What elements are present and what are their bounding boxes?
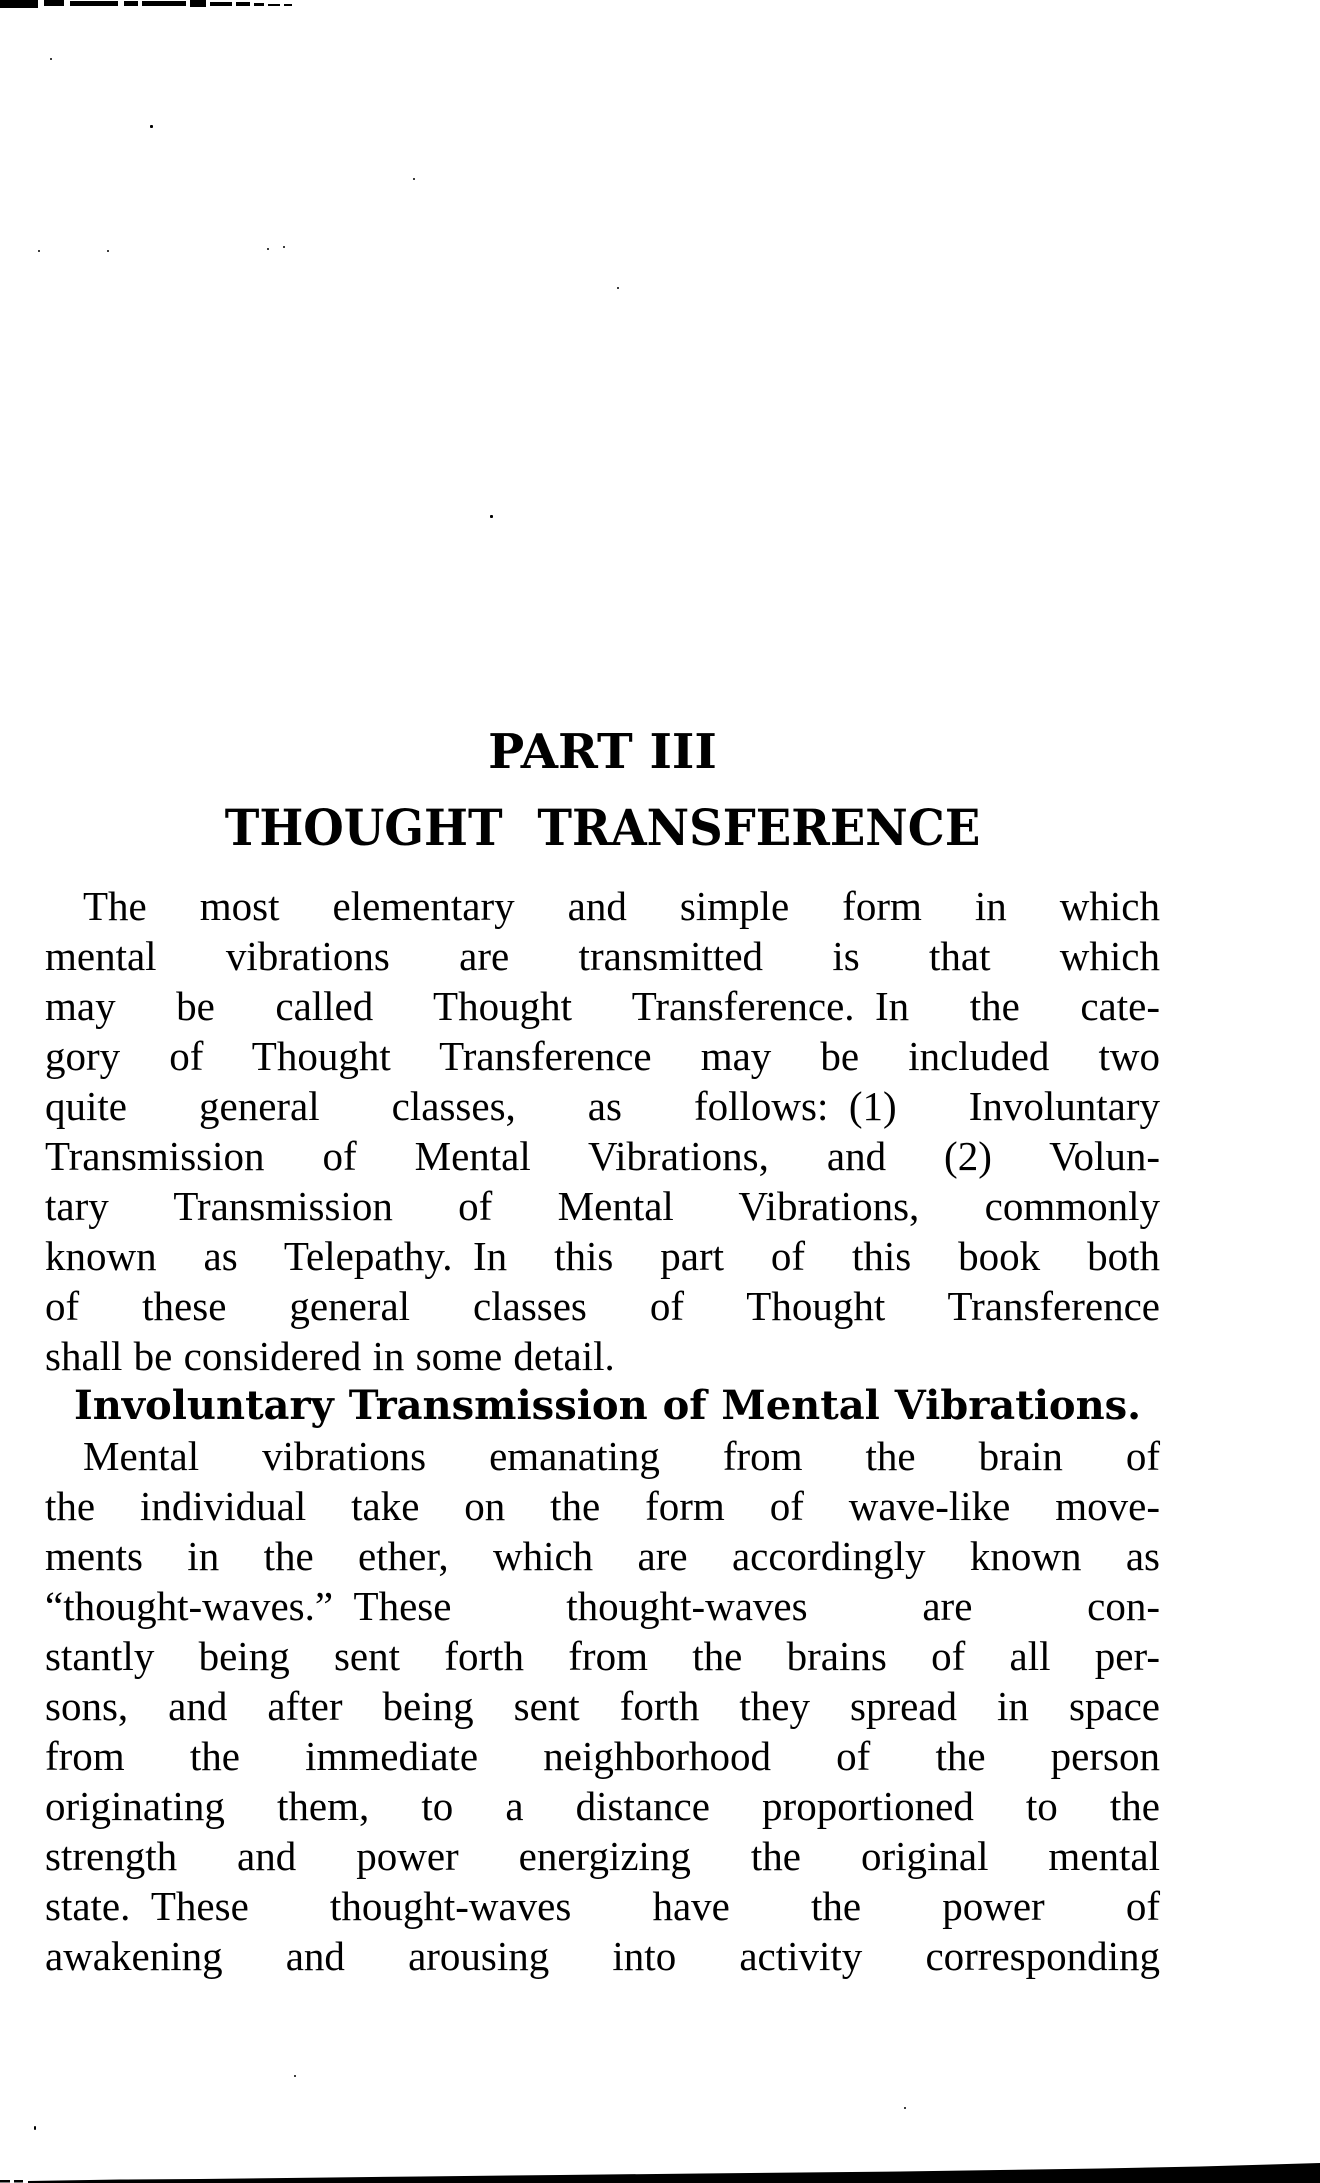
- text-line: Transmission of Mental Vibrations, and (2) Volun-: [45, 1133, 1160, 1179]
- text-line: Mental vibrations emanating from the brain of: [83, 1433, 1160, 1479]
- text-line: sons, and after being sent forth they spread in space: [45, 1683, 1160, 1729]
- text-line: tary Transmission of Mental Vibrations, commonly: [45, 1183, 1160, 1229]
- section-subheading: Involuntary Transmission of Mental Vibrations.: [74, 1382, 1142, 1429]
- text-line: awakening and arousing into activity corresponding: [45, 1933, 1160, 1979]
- text-line: ments in the ether, which are accordingly known as: [45, 1533, 1160, 1579]
- text-line: originating them, to a distance proportioned to the: [45, 1783, 1160, 1829]
- text-line: may be called Thought Transference. In the cate-: [45, 983, 1160, 1029]
- text-line: known as Telepathy. In this part of this book both: [45, 1233, 1160, 1279]
- text-line: the individual take on the form of wave-like move-: [45, 1483, 1160, 1529]
- text-line: The most elementary and simple form in which: [83, 883, 1160, 929]
- part-heading: PART III: [488, 724, 717, 780]
- text-line: stantly being sent forth from the brains of all per-: [45, 1633, 1160, 1679]
- text-line: shall be considered in some detail.: [45, 1333, 615, 1379]
- text-line: from the immediate neighborhood of the person: [45, 1733, 1160, 1779]
- text-line: gory of Thought Transference may be included two: [45, 1033, 1160, 1079]
- scan-artifact-bottom: [0, 2158, 1320, 2183]
- text-line: mental vibrations are transmitted is that which: [45, 933, 1160, 979]
- text-line: quite general classes, as follows: (1) Involuntary: [45, 1083, 1160, 1129]
- text-line: strength and power energizing the original mental: [45, 1833, 1160, 1879]
- paragraph-involuntary: [45, 1431, 1160, 1981]
- text-line: state. These thought-waves have the power of: [45, 1883, 1160, 1929]
- text-line: “thought-waves.” These thought-waves are con-: [45, 1583, 1160, 1629]
- text-block: [45, 881, 1160, 1981]
- text-line: of these general classes of Thought Transference: [45, 1283, 1160, 1329]
- chapter-title: THOUGHT TRANSFERENCE: [224, 798, 981, 857]
- paragraph-intro: [45, 881, 1160, 1381]
